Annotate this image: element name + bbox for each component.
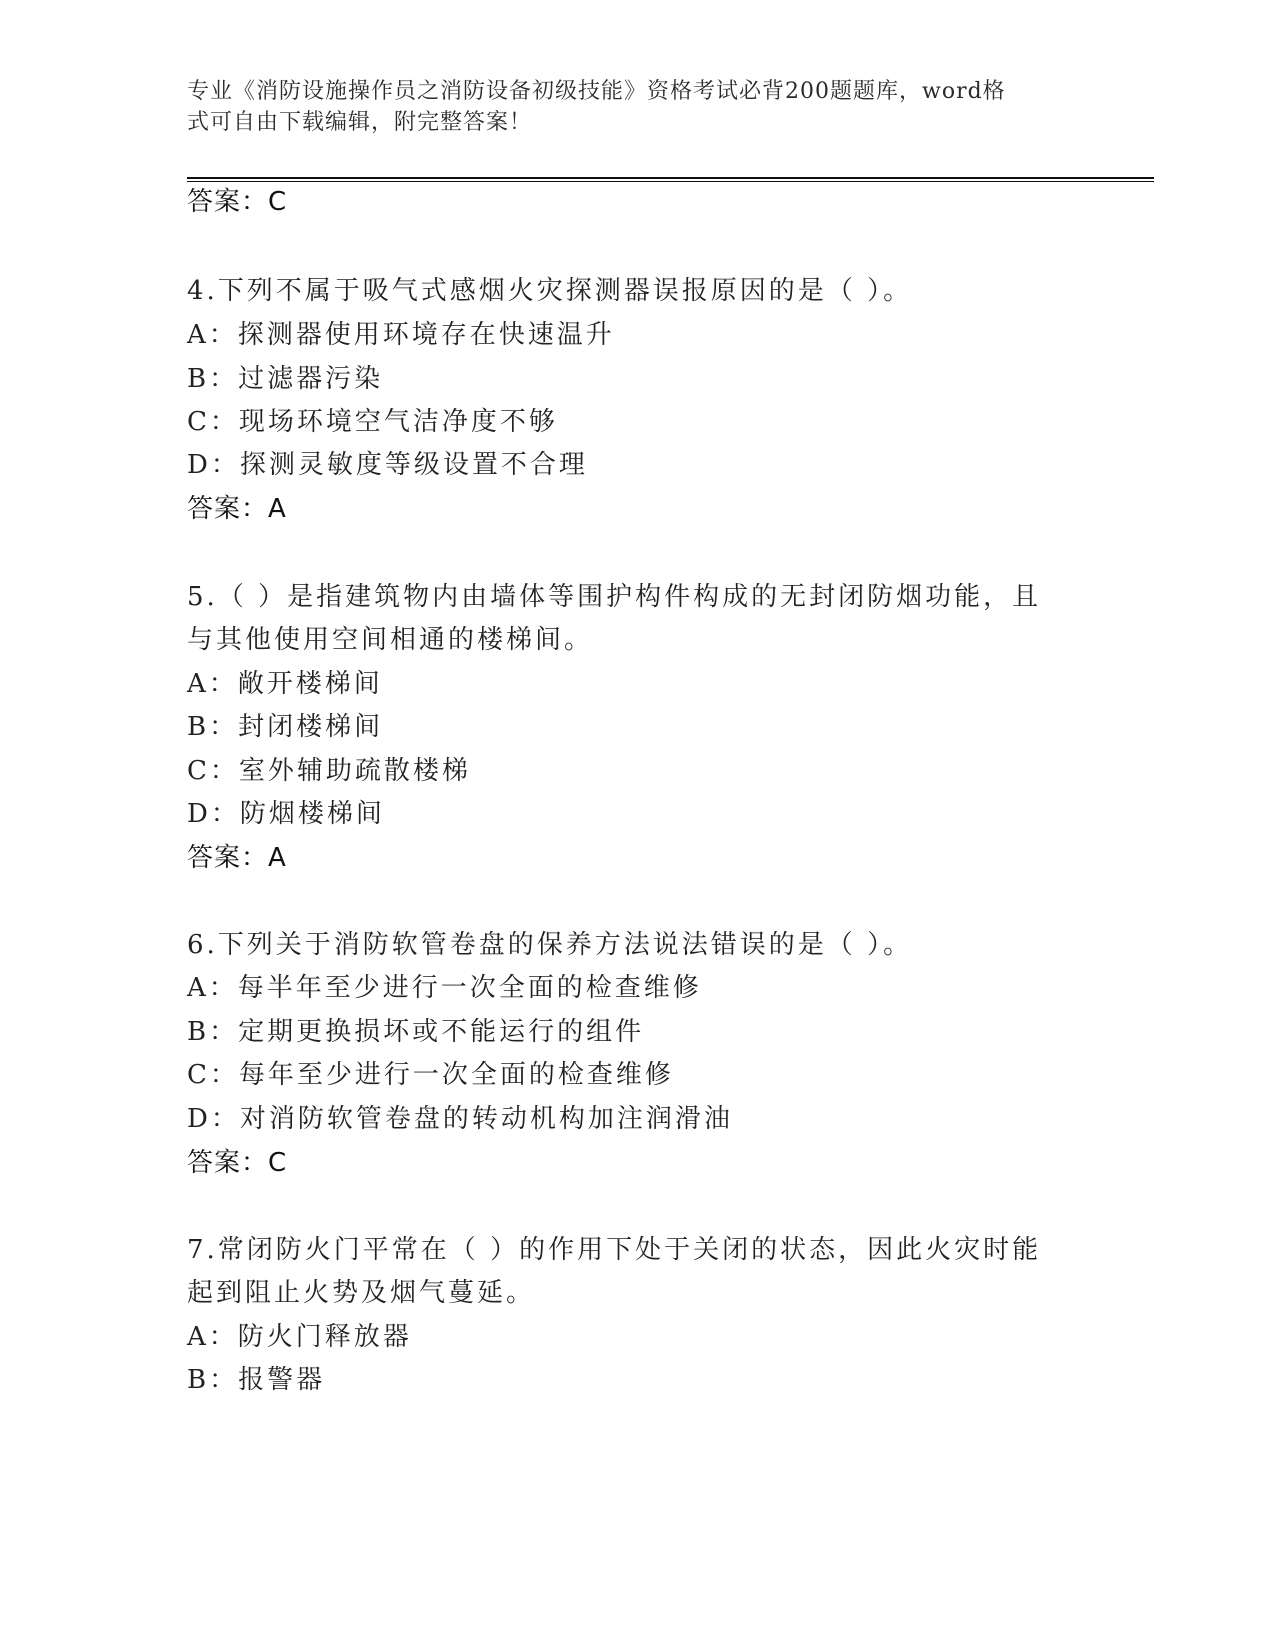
question-6-option-c: C：每年至少进行一次全面的检查维修 <box>187 1060 674 1090</box>
question-6-option-b: B：定期更换损坏或不能运行的组件 <box>187 1017 645 1047</box>
question-5-option-c: C：室外辅助疏散楼梯 <box>187 756 471 786</box>
question-7-stem-line-2: 起到阻止火势及烟气蔓延。 <box>187 1278 536 1308</box>
question-5-answer: 答案：A <box>187 843 287 873</box>
question-5-option-a: A：敞开楼梯间 <box>187 669 383 699</box>
question-4-answer: 答案：A <box>187 494 287 524</box>
question-7-option-a: A：防火门释放器 <box>187 1322 412 1352</box>
header-line-1: 专业《消防设施操作员之消防设备初级技能》资格考试必背200题题库，word格 <box>187 79 1006 104</box>
question-5-option-d: D：防烟楼梯间 <box>187 799 385 829</box>
question-4-stem: 4.下列不属于吸气式感烟火灾探测器误报原因的是（ ）。 <box>187 276 913 306</box>
question-5-option-b: B：封闭楼梯间 <box>187 712 384 742</box>
header-divider-thick <box>187 177 1154 179</box>
question-5-stem-line-2: 与其他使用空间相通的楼梯间。 <box>187 625 594 655</box>
question-4-option-c: C：现场环境空气洁净度不够 <box>187 407 558 437</box>
question-6-option-a: A：每半年至少进行一次全面的检查维修 <box>187 973 702 1003</box>
header-divider-thin <box>187 181 1154 182</box>
question-7-stem-line-1: 7.常闭防火门平常在（ ）的作用下处于关闭的状态，因此火灾时能 <box>187 1235 1042 1265</box>
question-6-option-d: D：对消防软管卷盘的转动机构加注润滑油 <box>187 1104 733 1134</box>
question-5-stem-line-1: 5.（ ）是指建筑物内由墙体等围护构件构成的无封闭防烟功能，且 <box>187 582 1042 612</box>
document-header <box>187 76 1067 138</box>
header-line-2: 式可自由下载编辑，附完整答案！ <box>187 110 533 135</box>
question-7-option-b: B：报警器 <box>187 1365 326 1395</box>
question-4-option-a: A：探测器使用环境存在快速温升 <box>187 320 615 350</box>
previous-answer: 答案：C <box>187 187 288 217</box>
question-6-answer: 答案：C <box>187 1148 288 1178</box>
question-4-option-d: D：探测灵敏度等级设置不合理 <box>187 450 588 480</box>
question-4-option-b: B：过滤器污染 <box>187 364 384 394</box>
question-6-stem: 6.下列关于消防软管卷盘的保养方法说法错误的是（ ）。 <box>187 930 913 960</box>
